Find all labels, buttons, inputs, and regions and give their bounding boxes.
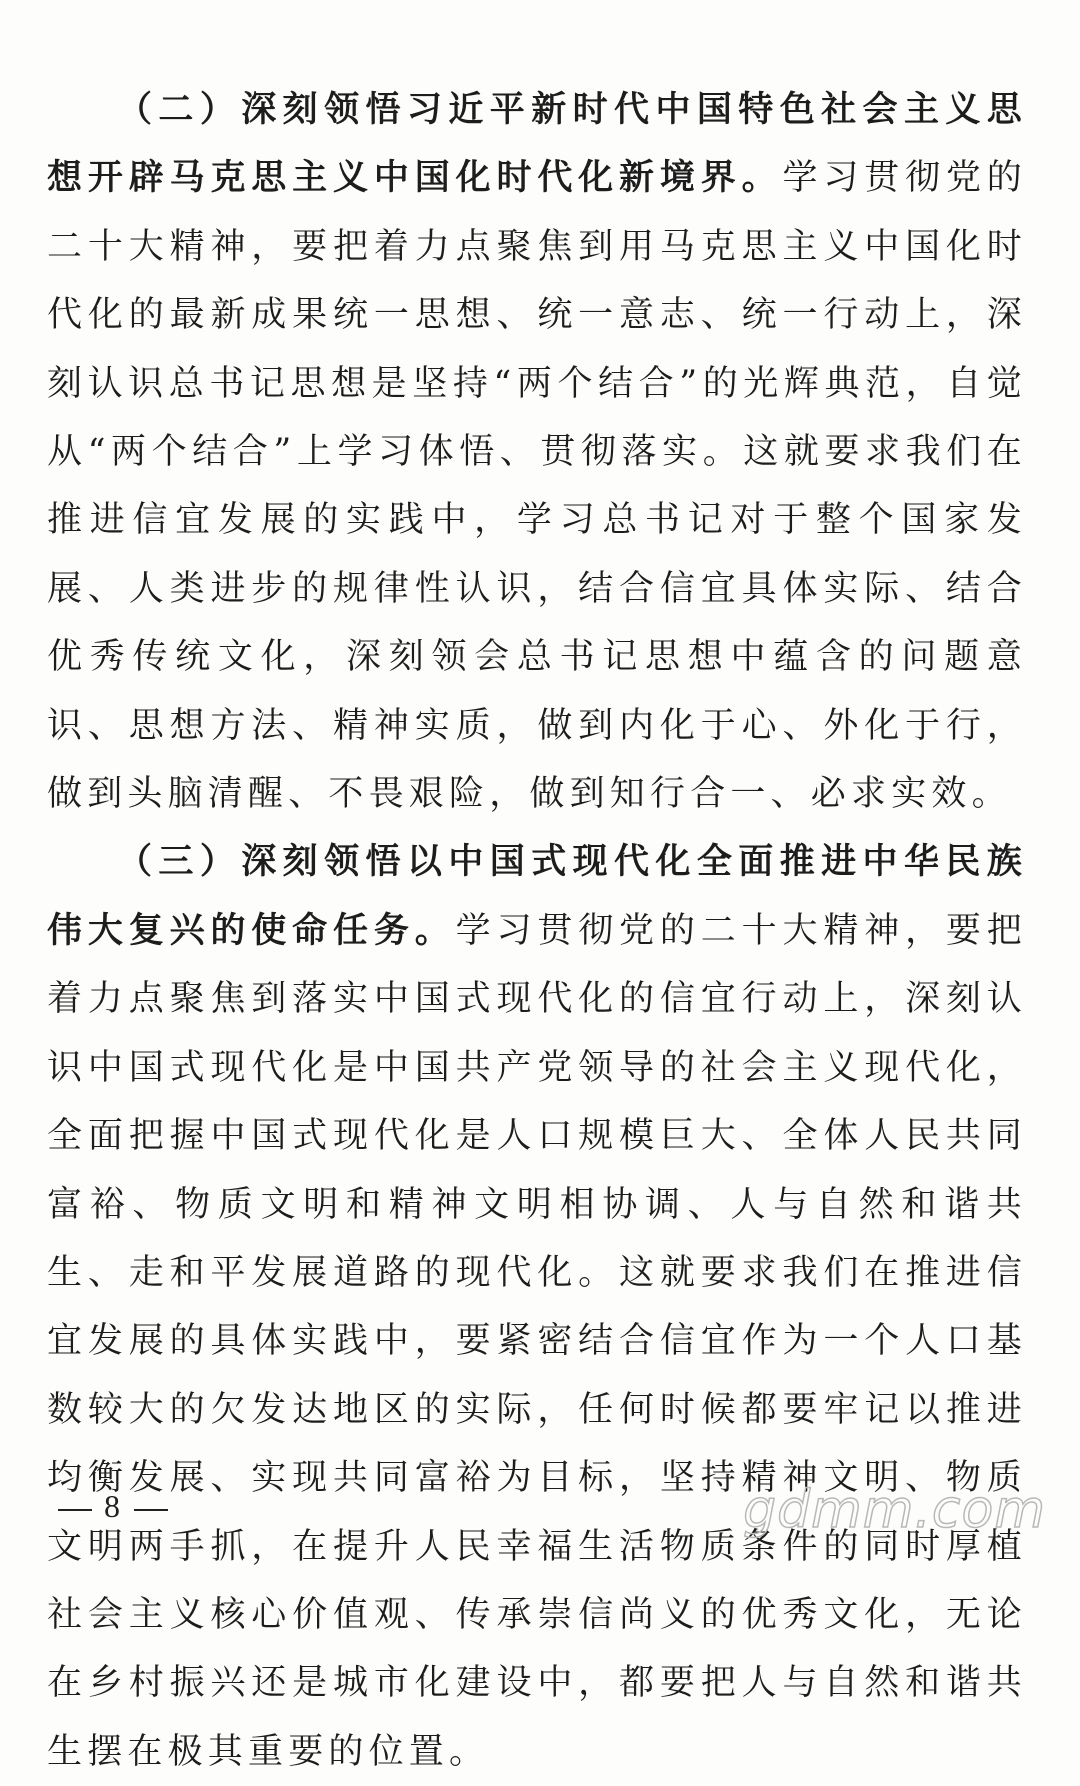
section-2-body: 学习贯彻党的二十大精神，要把着力点聚焦到用马克思主义中国化时代化的最新成果统一思想、统一意志、统一行动上，深刻认识总书记思想是坚持“两个结合”的光辉典范，自觉从“两个结合”上学习体悟、贯彻落实。这就要求我们在推进信宜发展的实践中，学习总书记对于整个国家发展、人类进步的规律性认识，结合信宜具体实际、结合优秀传统文化，深刻领会总书记思想中蕴含的问题意识、思想方法、精神实质，做到内化于心、外化于行，做到头脑清醒、不畏艰险，做到知行合一、必求实效。 [47,158,1028,815]
section-3-body: 学习贯彻党的二十大精神，要把着力点聚焦到落实中国式现代化的信宜行动上，深刻认识中国式现代化是中国共产党领导的社会主义现代化，全面把握中国式现代化是人口规模巨大、全体人民共同富裕、物质文明和精神文明相协调、人与自然和谐共生、走和平发展道路的现代化。这就要求我们在推进信宜发展的具体实践中，要紧密结合信宜作为一个人口基数较大的欠发达地区的实际，任何时候都要牢记以推进均衡发展、实现共同富裕为目标，坚持精神文明、物质文明两手抓，在提升人民幸福生活物质条件的同时厚植社会主义核心价值观、传承崇信尚义的优秀文化，无论在乡村振兴还是城市化建设中，都要把人与自然和谐共生摆在极其重要的位置。 [47,910,1027,1772]
site-watermark: gdmm.com [743,1480,1046,1540]
section-2-heading: （二）深刻领悟习近平新时代中国特色社会主义思想开辟马克思主义中国化时代化新境界。 [47,89,1027,199]
page-number: 8 [104,1488,122,1524]
section-3-paragraph [47,828,1027,1786]
section-2-paragraph [47,76,1027,828]
section-3-heading: （三）深刻领悟以中国式现代化全面推进中华民族伟大复兴的使命任务。 [47,841,1027,951]
footer-dash-left [58,1509,92,1511]
footer-dash-right [134,1509,168,1511]
page-number-footer [46,1488,180,1525]
